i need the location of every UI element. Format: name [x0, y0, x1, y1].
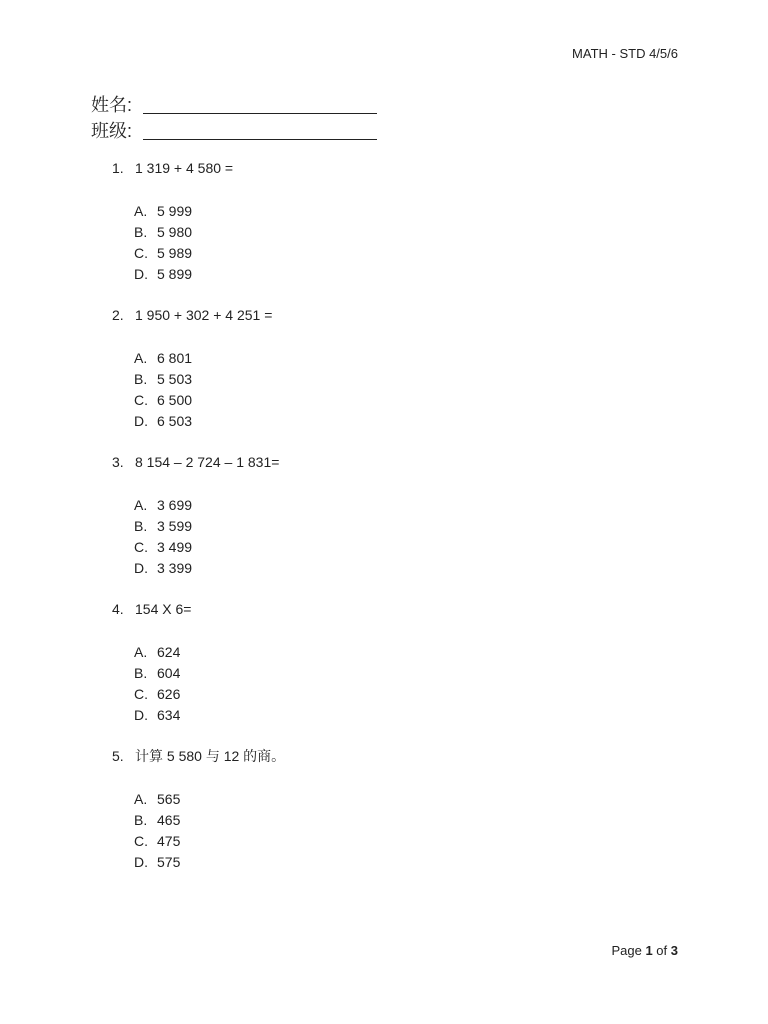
option-letter: C. — [134, 392, 148, 408]
option-text: 475 — [157, 833, 181, 849]
option-text: 465 — [157, 812, 181, 828]
option-letter: C. — [134, 833, 148, 849]
option-d[interactable] — [134, 558, 192, 579]
page-word: Page — [611, 943, 642, 958]
option-c[interactable] — [134, 537, 192, 558]
option-text: 5 989 — [157, 245, 193, 261]
option-list — [134, 495, 192, 579]
option-b[interactable] — [134, 810, 180, 831]
option-b[interactable] — [134, 222, 192, 243]
option-c[interactable] — [134, 684, 180, 705]
option-text: 5 503 — [157, 371, 193, 387]
option-text: 565 — [157, 791, 181, 807]
option-letter: D. — [134, 413, 148, 429]
option-text: 6 503 — [157, 413, 193, 429]
question-number: 4. — [112, 601, 124, 617]
option-text: 626 — [157, 686, 181, 702]
question-number: 3. — [112, 454, 124, 470]
option-letter: D. — [134, 707, 148, 723]
document-header: MATH - STD 4/5/6 — [572, 46, 678, 61]
class-label: 班级: — [91, 121, 133, 141]
option-a[interactable] — [134, 201, 192, 222]
option-b[interactable] — [134, 369, 192, 390]
class-blank-line[interactable] — [143, 121, 377, 140]
option-c[interactable] — [134, 831, 180, 852]
option-letter: A. — [134, 350, 148, 366]
option-letter: B. — [134, 371, 148, 387]
question-stem — [112, 158, 233, 179]
option-letter: C. — [134, 539, 148, 555]
class-row — [91, 118, 377, 144]
question-stem — [112, 305, 272, 326]
option-text: 634 — [157, 707, 181, 723]
question-text: 1 950 + 302 + 4 251 = — [135, 307, 273, 323]
option-d[interactable] — [134, 264, 192, 285]
option-a[interactable] — [134, 495, 192, 516]
student-info — [91, 92, 377, 144]
name-row — [91, 92, 377, 118]
option-a[interactable] — [134, 348, 192, 369]
name-blank-line[interactable] — [143, 95, 377, 114]
option-d[interactable] — [134, 411, 192, 432]
option-text: 624 — [157, 644, 181, 660]
option-text: 5 999 — [157, 203, 193, 219]
option-letter: A. — [134, 791, 148, 807]
option-list — [134, 201, 192, 285]
option-letter: A. — [134, 203, 148, 219]
question-text: 8 154 – 2 724 – 1 831= — [135, 454, 280, 470]
question-number: 1. — [112, 160, 124, 176]
current-page: 1 — [645, 943, 653, 958]
option-letter: D. — [134, 854, 148, 870]
question-number: 2. — [112, 307, 124, 323]
question-number: 5. — [112, 748, 124, 764]
name-label: 姓名: — [91, 95, 133, 115]
option-letter: C. — [134, 245, 148, 261]
option-b[interactable] — [134, 663, 180, 684]
option-text: 575 — [157, 854, 181, 870]
option-text: 3 699 — [157, 497, 193, 513]
option-letter: B. — [134, 812, 148, 828]
option-text: 5 899 — [157, 266, 193, 282]
option-text: 6 801 — [157, 350, 193, 366]
option-letter: B. — [134, 224, 148, 240]
question-stem — [112, 599, 191, 620]
option-text: 5 980 — [157, 224, 193, 240]
option-letter: B. — [134, 518, 148, 534]
option-letter: A. — [134, 497, 148, 513]
option-text: 3 499 — [157, 539, 193, 555]
option-list — [134, 348, 192, 432]
question-stem — [112, 746, 285, 767]
question-text: 计算 5 580 与 12 的商。 — [135, 748, 286, 764]
question-stem — [112, 452, 279, 473]
option-letter: B. — [134, 665, 148, 681]
option-text: 3 399 — [157, 560, 193, 576]
option-letter: D. — [134, 560, 148, 576]
option-c[interactable] — [134, 243, 192, 264]
option-a[interactable] — [134, 642, 180, 663]
option-letter: A. — [134, 644, 148, 660]
option-list — [134, 642, 180, 726]
of-word: of — [656, 943, 668, 958]
option-list — [134, 789, 180, 873]
option-text: 6 500 — [157, 392, 193, 408]
option-d[interactable] — [134, 852, 180, 873]
option-letter: C. — [134, 686, 148, 702]
option-d[interactable] — [134, 705, 180, 726]
page-footer — [611, 943, 678, 958]
question-text: 154 X 6= — [135, 601, 192, 617]
option-text: 604 — [157, 665, 181, 681]
option-a[interactable] — [134, 789, 180, 810]
option-text: 3 599 — [157, 518, 193, 534]
option-letter: D. — [134, 266, 148, 282]
question-text: 1 319 + 4 580 = — [135, 160, 234, 176]
option-b[interactable] — [134, 516, 192, 537]
total-pages: 3 — [670, 943, 678, 958]
option-c[interactable] — [134, 390, 192, 411]
